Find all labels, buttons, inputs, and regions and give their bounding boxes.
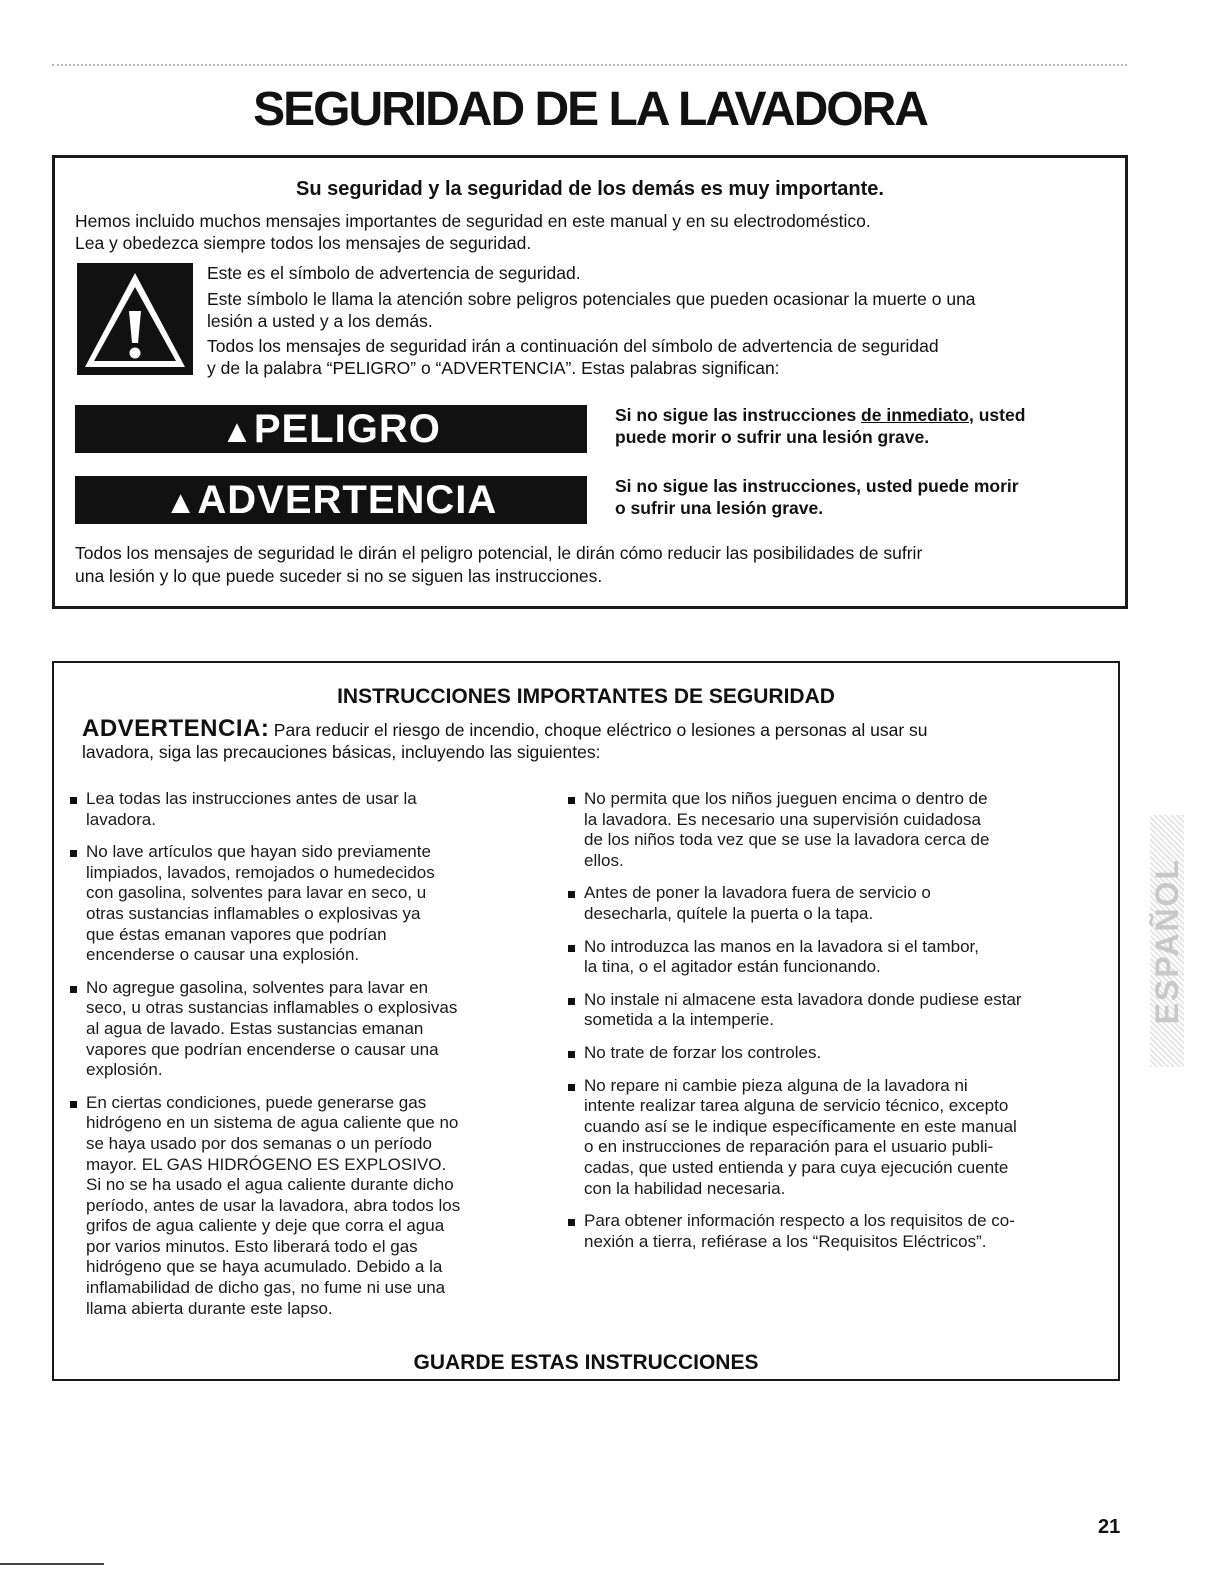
list-item-line: No lave artículos que hayan sido previamente [86, 842, 431, 862]
list-item-line: al agua de lavado. Estas sustancias emanan [86, 1018, 424, 1038]
list-item-line: la tina, o el agitador están funcionando. [584, 957, 881, 977]
bullet-icon [568, 1084, 575, 1091]
safety-heading: Su seguridad y la seguridad de los demás es muy importante. [296, 178, 884, 200]
list-item [564, 1076, 1114, 1200]
bullet-icon [70, 850, 77, 857]
bullet-icon [568, 1051, 575, 1058]
list-item-line: ellos. [584, 850, 624, 870]
list-item-line: hidrógeno en un sistema de agua caliente que no [86, 1113, 459, 1133]
list-item [564, 937, 1114, 978]
symbol-line-2: Este símbolo le llama la atención sobre peligros potenciales que pueden ocasionar la muerte o una [207, 289, 976, 309]
safety-outro-2: una lesión y lo que puede suceder si no se siguen las instrucciones. [75, 566, 603, 586]
list-item-line: cuando así se le indique específicamente en este manual [584, 1116, 1017, 1136]
list-item-line: nexión a tierra, refiérase a los “Requisitos Eléctricos”. [584, 1231, 987, 1251]
bullet-icon [568, 797, 575, 804]
list-item [66, 842, 546, 966]
symbol-line-1: Este es el símbolo de advertencia de seguridad. [207, 263, 581, 283]
list-item-line: mayor. EL GAS HIDRÓGENO ES EXPLOSIVO. [86, 1154, 447, 1174]
instructions-title: INSTRUCCIONES IMPORTANTES DE SEGURIDAD [337, 685, 835, 708]
list-item [564, 1043, 1114, 1064]
list-item [564, 883, 1114, 924]
list-item-line: seco, u otras sustancias inflamables o explosivas [86, 998, 458, 1018]
safety-outro-1: Todos los mensajes de seguridad le dirán el peligro potencial, le dirán cómo reducir las posibilidades de sufrir [75, 543, 923, 563]
list-item-line: No permita que los niños jueguen encima o dentro de [584, 789, 988, 808]
list-item-line: lavadora. [86, 809, 156, 829]
list-item-line: No instale ni almacene esta lavadora donde pudiese estar [584, 989, 1022, 1009]
list-item-line: encenderse o causar una explosión. [86, 945, 360, 965]
list-item [564, 789, 1114, 871]
list-item-line: Si no se ha usado el agua caliente durante dicho [86, 1175, 454, 1195]
list-item-line: cadas, que usted entienda y para cuya ejecución cuente [584, 1157, 1009, 1177]
list-item-line: Para obtener información respecto a los requisitos de co- [584, 1211, 1015, 1231]
warning-triangle-icon: ▲ [221, 413, 254, 449]
list-item-line: inflamabilidad de dicho gas, no fume ni use una [86, 1278, 446, 1298]
list-item [564, 1211, 1114, 1252]
list-item-line: limpiados, lavados, remojados o humedecidos [86, 862, 435, 882]
list-item [66, 978, 546, 1081]
side-tab-label: ESPAÑOL [1148, 857, 1185, 1025]
list-item-line: vapores que podrían encenderse o causar una [86, 1039, 439, 1059]
bottom-rule [0, 1563, 104, 1565]
list-item-line: No repare ni cambie pieza alguna de la lavadora ni [584, 1075, 968, 1095]
bullet-icon [568, 1219, 575, 1226]
warning-label: ADVERTENCIA: [82, 715, 270, 742]
important-instructions-box [52, 661, 1120, 1381]
bullet-icon [70, 986, 77, 993]
safety-alert-icon [77, 263, 193, 375]
bullet-icon [568, 998, 575, 1005]
symbol-line-3: lesión a usted y a los demás. [207, 311, 433, 331]
list-item [66, 1093, 546, 1320]
warning-intro-line-1: ADVERTENCIA: Para reducir el riesgo de incendio, choque eléctrico o lesiones a personas al usar su [82, 715, 928, 742]
language-side-tab [1150, 815, 1184, 1067]
list-item [66, 789, 546, 830]
peligro-banner [75, 405, 587, 453]
list-item-line: desecharla, quítele la puerta o la tapa. [584, 903, 874, 923]
list-item-line: de los niños toda vez que se use la lavadora cerca de [584, 830, 990, 850]
bullet-icon [70, 1101, 77, 1108]
list-item-line: la lavadora. Es necesario una supervisión cuidadosa [584, 809, 981, 829]
list-item-line: Antes de poner la lavadora fuera de servicio o [584, 883, 931, 903]
safety-intro-2: Lea y obedezca siempre todos los mensajes de seguridad. [75, 233, 532, 253]
list-item-line: grifos de agua caliente y deje que corra el agua [86, 1216, 445, 1236]
list-item-line: explosión. [86, 1060, 163, 1080]
list-item-line: con la habilidad necesaria. [584, 1178, 786, 1198]
top-dotted-rule [52, 64, 1127, 66]
warning-intro-line-2: lavadora, siga las precauciones básicas, incluyendo las siguientes: [82, 742, 601, 762]
left-precautions-list [66, 789, 546, 1331]
list-item-line: período, antes de usar la lavadora, abra todos los [86, 1195, 461, 1215]
list-item-line: Lea todas las instrucciones antes de usar la [86, 789, 417, 808]
advertencia-label: ADVERTENCIA [197, 478, 498, 522]
safety-info-box [52, 155, 1128, 609]
list-item-line: llama abierta durante este lapso. [86, 1298, 333, 1318]
right-precautions-list [564, 789, 1114, 1264]
list-item [564, 990, 1114, 1031]
warning-triangle-icon: ▲ [164, 484, 198, 520]
bullet-icon [568, 945, 575, 952]
list-item-line: por varios minutos. Esto liberará todo el gas [86, 1236, 418, 1256]
safety-intro-1: Hemos incluido muchos mensajes importantes de seguridad en este manual y en su electrodoméstico. [75, 211, 871, 231]
list-item-line: sometida a la intemperie. [584, 1010, 774, 1030]
list-item-line: hidrógeno que se haya acumulado. Debido a la [86, 1257, 443, 1277]
symbol-line-4: Todos los mensajes de seguridad irán a continuación del símbolo de advertencia de seguridad [207, 336, 939, 356]
bullet-icon [568, 891, 575, 898]
save-instructions-footer: GUARDE ESTAS INSTRUCCIONES [413, 1351, 759, 1374]
list-item-line: No trate de forzar los controles. [584, 1042, 822, 1062]
page-number: 21 [1098, 1516, 1121, 1538]
page-title: SEGURIDAD DE LA LAVADORA [253, 83, 927, 136]
list-item-line: intente realizar tarea alguna de servicio técnico, excepto [584, 1096, 1009, 1116]
peligro-label: PELIGRO [253, 407, 441, 451]
symbol-line-5: y de la palabra “PELIGRO” o “ADVERTENCIA”. Estas palabras significan: [207, 358, 780, 378]
list-item-line: o en instrucciones de reparación para el usuario publi- [584, 1137, 994, 1157]
advertencia-banner [75, 476, 587, 524]
bullet-icon [70, 797, 77, 804]
list-item-line: No introduzca las manos en la lavadora si el tambor, [584, 936, 979, 956]
list-item-line: que éstas emanan vapores que podrían [86, 924, 387, 944]
list-item-line: En ciertas condiciones, puede generarse gas [86, 1092, 427, 1112]
peligro-description: Si no sigue las instrucciones de inmediato, usted puede morir o sufrir una lesión grave. [615, 405, 1026, 447]
list-item-line: con gasolina, solventes para lavar en seco, u [86, 883, 427, 903]
advertencia-description: Si no sigue las instrucciones, usted puede morir o sufrir una lesión grave. [615, 476, 1019, 518]
list-item-line: otras sustancias inflamables o explosivas ya [86, 903, 421, 923]
list-item-line: se haya usado por dos semanas o un período [86, 1133, 432, 1153]
list-item-line: No agregue gasolina, solventes para lavar en [86, 977, 429, 997]
